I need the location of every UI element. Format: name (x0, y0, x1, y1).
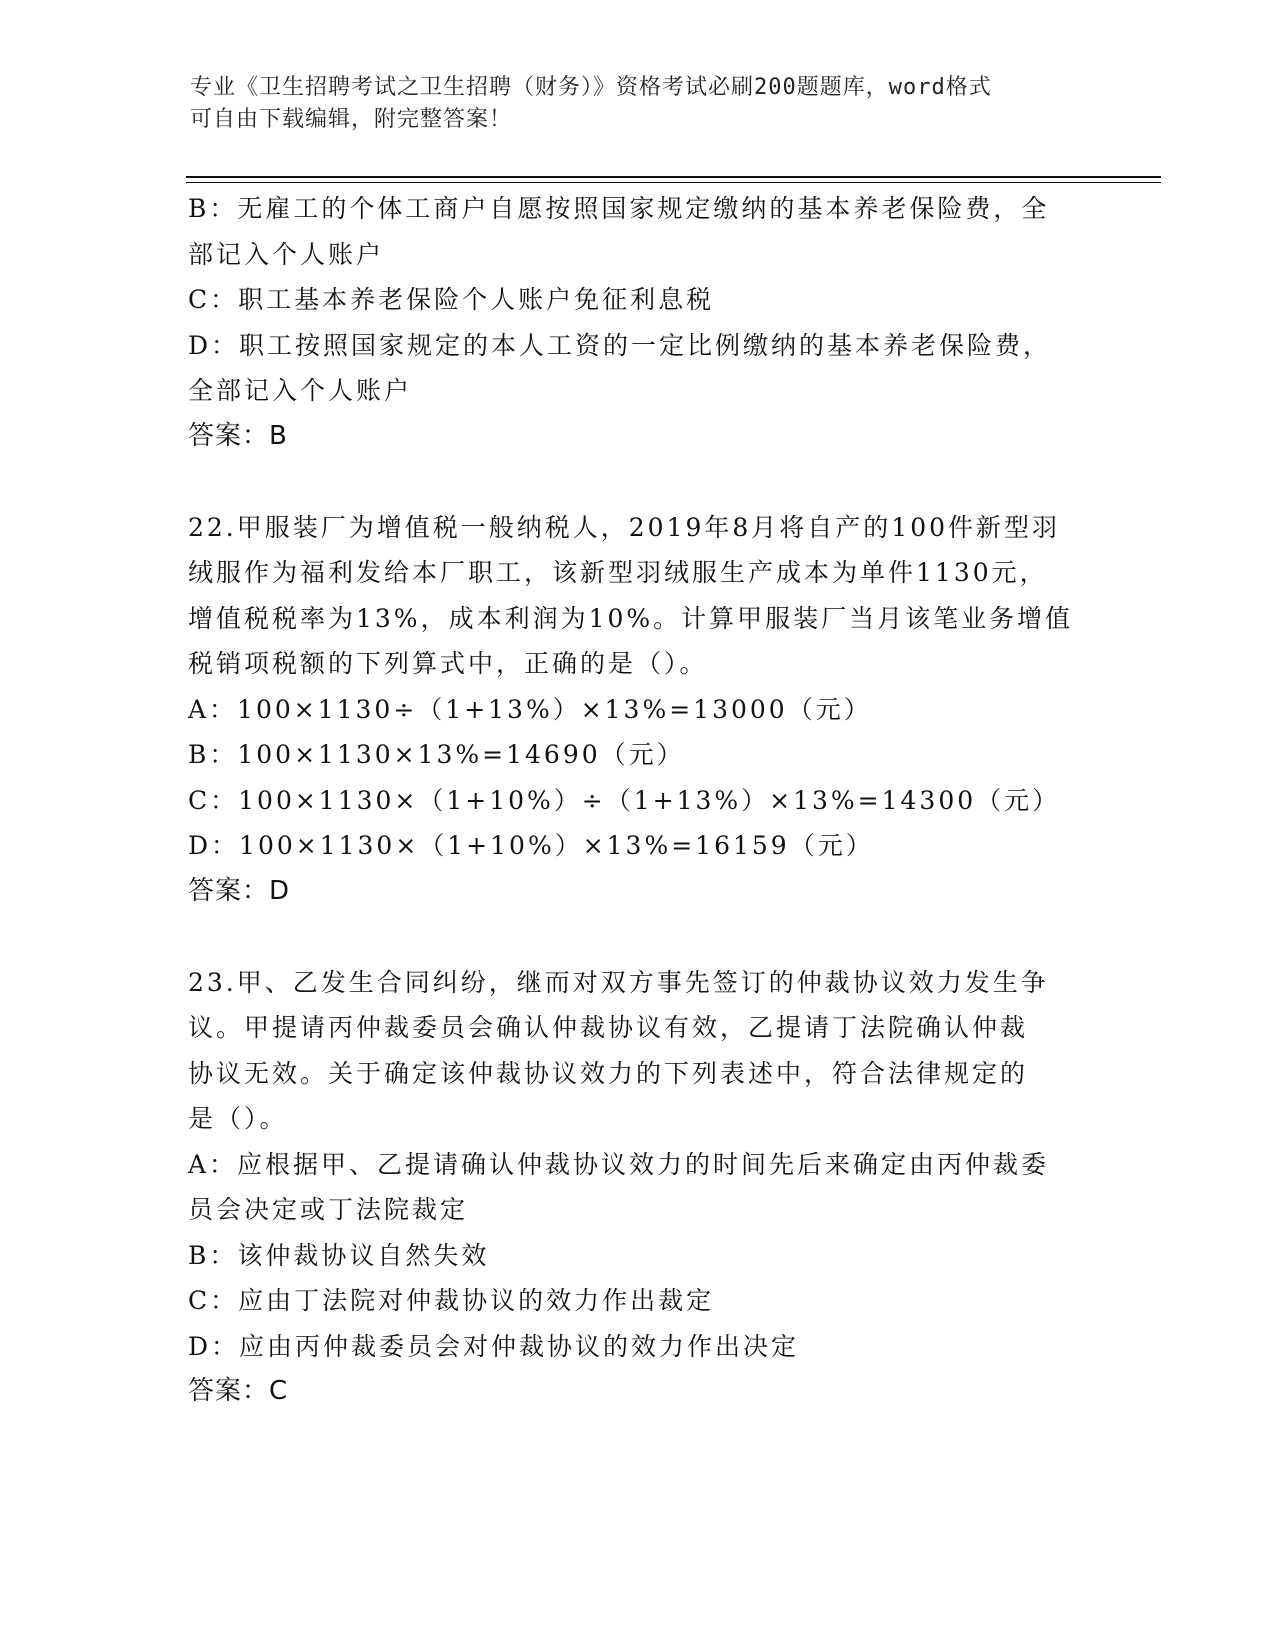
option-c: C：100×1130×（1+10%）÷（1+13%）×13%=14300（元） (188, 785, 1061, 815)
option-c: C：职工基本养老保险个人账户免征利息税 (188, 285, 715, 314)
spacer (188, 459, 1108, 505)
header-line-2: 可自由下载编辑，附完整答案！ (190, 107, 513, 132)
question-text-line: 是（）。 (188, 1104, 288, 1133)
question-text-line: 增值税税率为13%，成本利润为10%。计算甲服装厂当月该笔业务增值 (188, 603, 1074, 633)
header-divider-top (186, 176, 1161, 178)
option-d: D：应由丙仲裁委员会对仲裁协议的效力作出决定 (188, 1331, 800, 1361)
question-text-line: 税销项税额的下列算式中，正确的是（）。 (188, 649, 708, 678)
question-text-line: 绒服作为福利发给本厂职工，该新型羽绒服生产成本为单件1130元， (188, 558, 1048, 587)
option-d: D：100×1130×（1+10%）×13%=16159（元） (188, 831, 874, 860)
option-b: B：100×1130×13%=14690（元） (188, 740, 685, 769)
option-b-line-2: 部记入个人账户 (188, 239, 385, 269)
option-a: A：100×1130÷（1+13%）×13%=13000（元） (188, 694, 872, 724)
header-divider-bottom (186, 182, 1161, 183)
question-text-line: 23.甲、乙发生合同纠纷，继而对双方事先签订的仲裁协议效力发生争 (188, 967, 1049, 997)
option-d-line-1: D：职工按照国家规定的本人工资的一定比例缴纳的基本养老保险费， (188, 330, 1052, 360)
document-header (190, 72, 1090, 136)
option-c: C：应由丁法院对仲裁协议的效力作出裁定 (188, 1286, 715, 1315)
question-text-line: 22.甲服装厂为增值税一般纳税人，2019年8月将自产的100件新型羽 (188, 512, 1061, 542)
option-b: B：该仲裁协议自然失效 (188, 1240, 490, 1270)
spacer (188, 914, 1108, 960)
answer-23: 答案：C (188, 1376, 289, 1406)
answer-22: 答案：D (188, 875, 291, 906)
option-d-line-2: 全部记入个人账户 (188, 376, 413, 405)
answer-21: 答案：B (188, 420, 288, 451)
document-body (188, 186, 1108, 1415)
question-21-tail (188, 186, 1108, 459)
header-line-1: 专业《卫生招聘考试之卫生招聘（财务）》资格考试必刷200题题库，word格式 (190, 75, 992, 100)
question-23 (188, 960, 1108, 1415)
question-22 (188, 505, 1108, 915)
option-a-line-1: A：应根据甲、乙提请确认仲裁协议效力的时间先后来确定由丙仲裁委 (188, 1149, 1050, 1179)
option-a-line-2: 员会决定或丁法院裁定 (188, 1195, 469, 1224)
question-text-line: 议。甲提请丙仲裁委员会确认仲裁协议有效，乙提请丁法院确认仲裁 (188, 1013, 1029, 1042)
option-b-line-1: B：无雇工的个体工商户自愿按照国家规定缴纳的基本养老保险费，全 (188, 194, 1050, 223)
question-text-line: 协议无效。关于确定该仲裁协议效力的下列表述中，符合法律规定的 (188, 1058, 1029, 1088)
